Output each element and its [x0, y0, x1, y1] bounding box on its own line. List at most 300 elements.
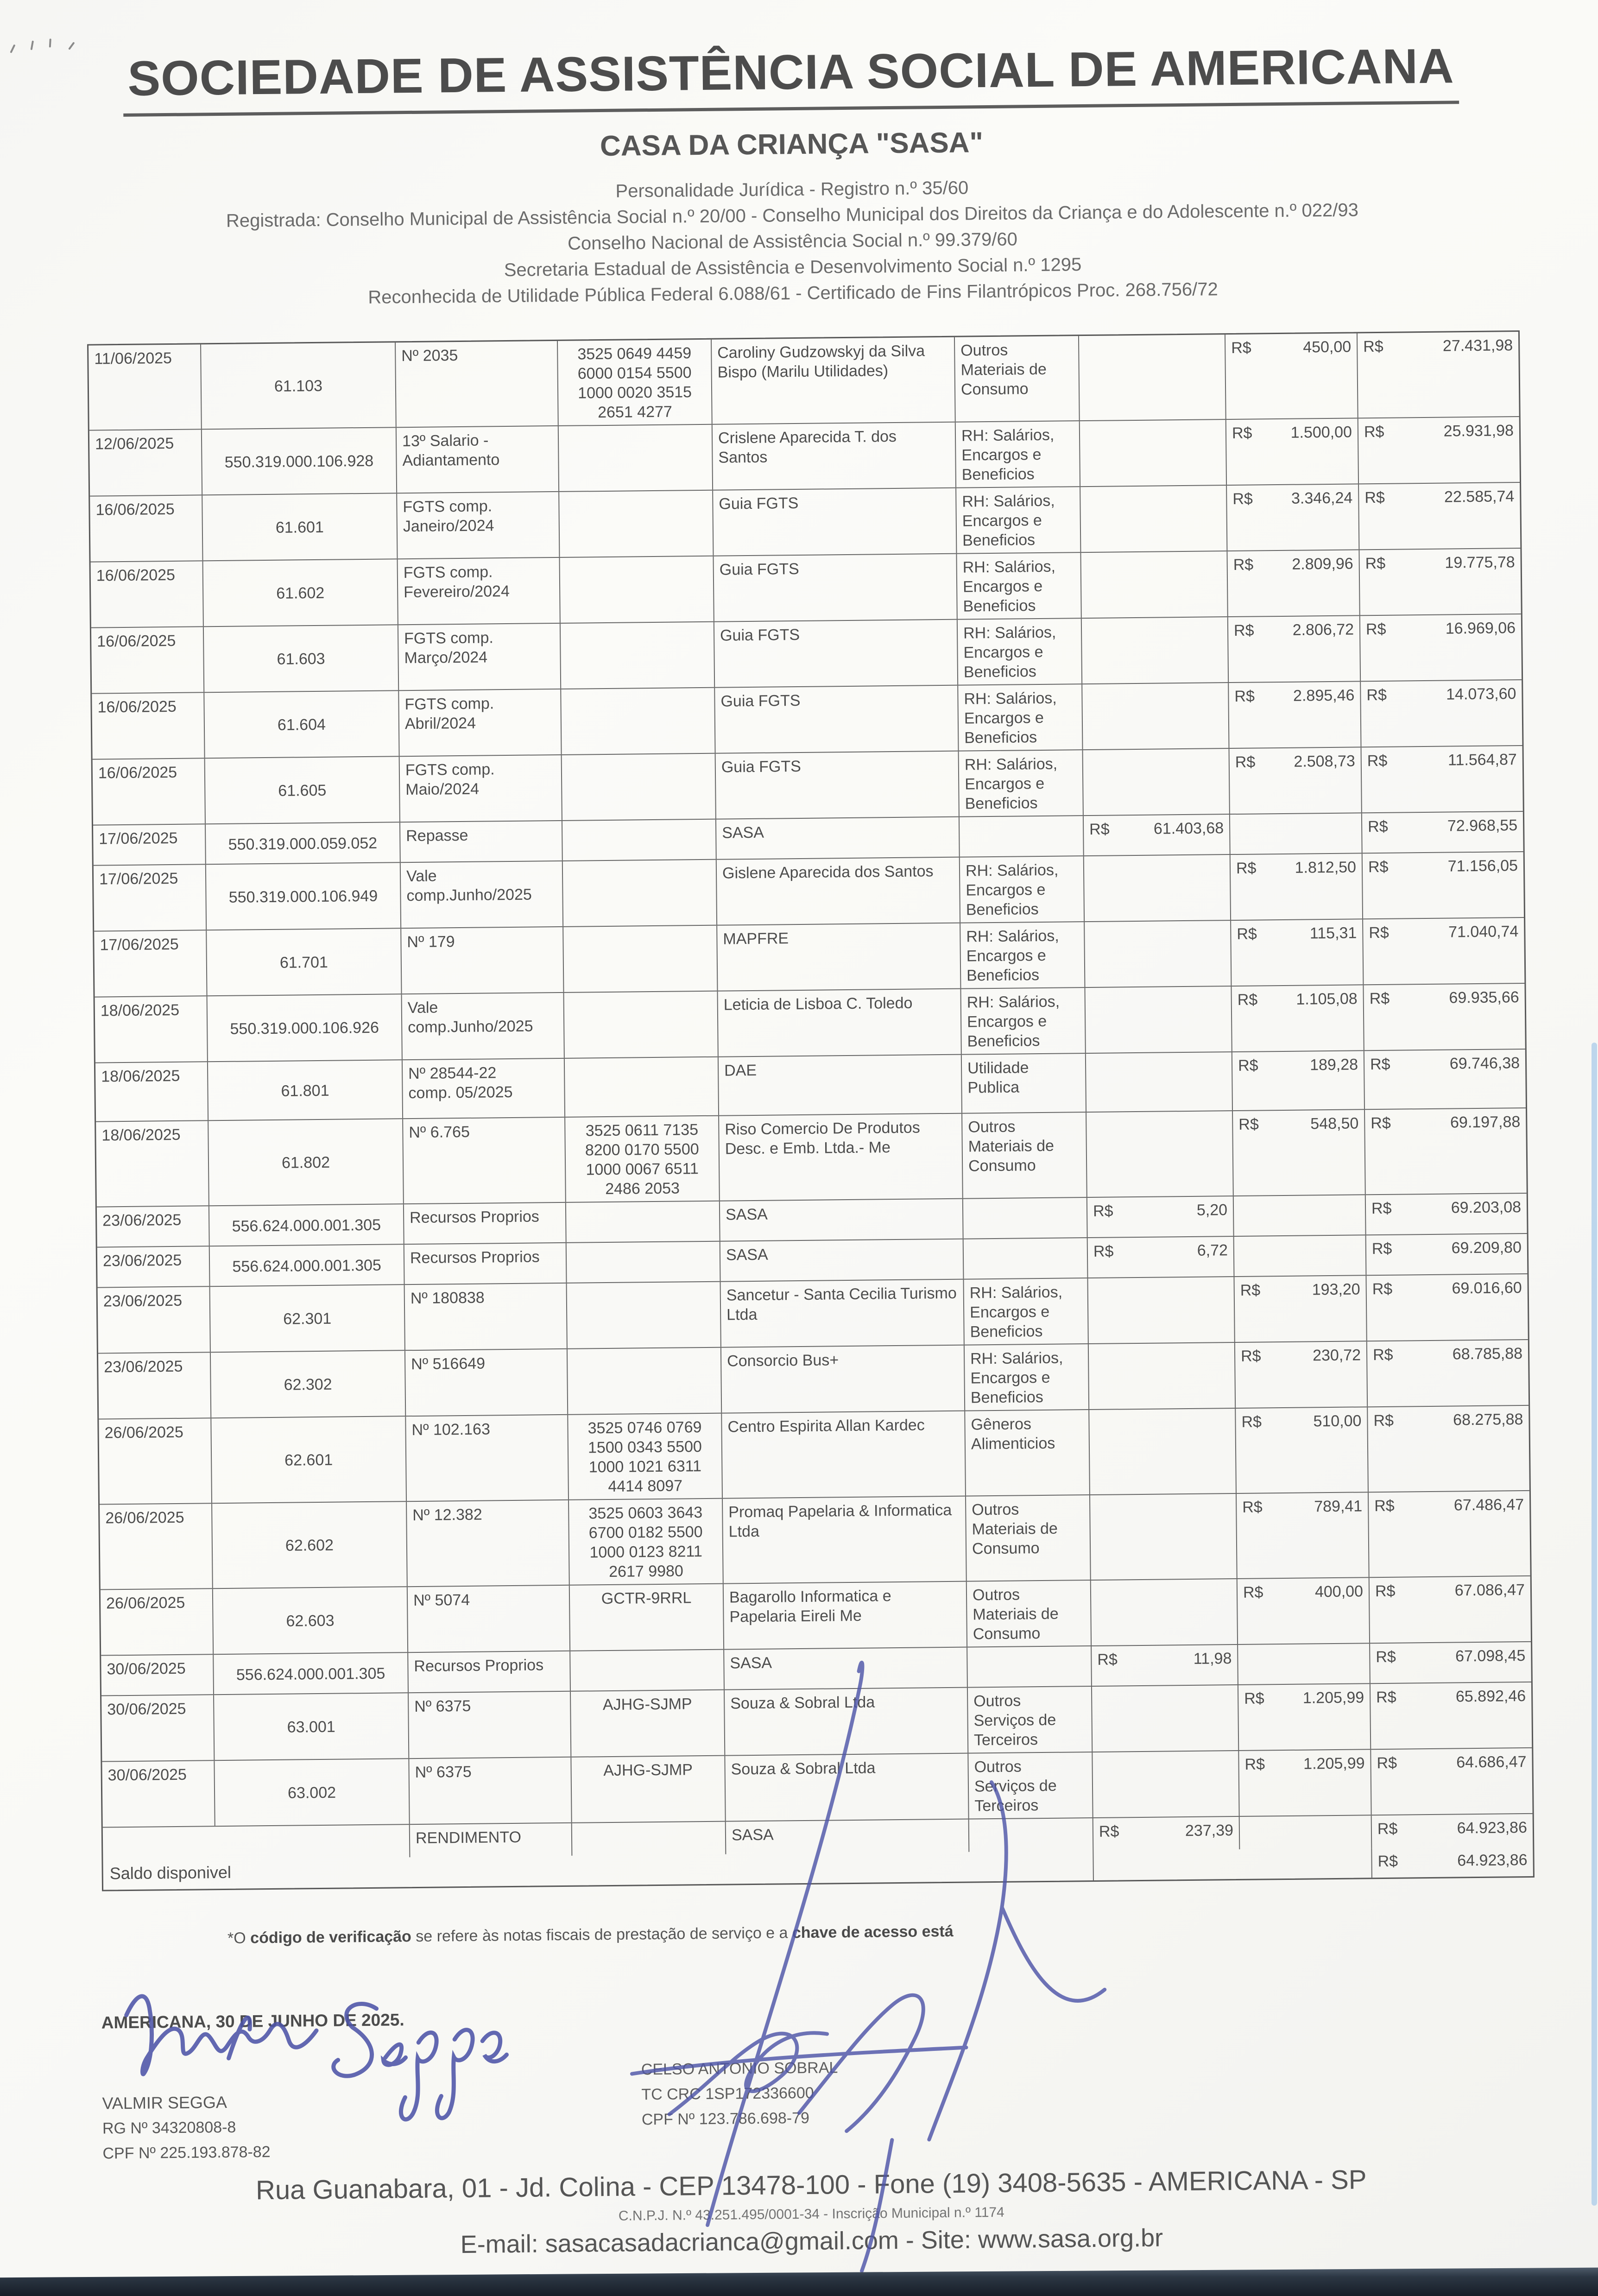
- cell-date: 17/06/2025: [94, 930, 207, 996]
- cell-debit: [1228, 616, 1361, 682]
- cell-verification-code: 3525 0649 4459 6000 0154 5500 1000 0020 3515 2651 4277: [558, 340, 713, 425]
- cell-verification-code: GCTR-9RRL: [570, 1584, 724, 1651]
- table-row: [96, 1108, 1527, 1208]
- currency-symbol: R$: [1375, 1582, 1396, 1600]
- cell-verification-code: [561, 622, 715, 689]
- cell-verification-code: [559, 425, 713, 491]
- cell-description: Vale comp.Junho/2025: [401, 861, 563, 928]
- cell-balance: [1371, 1682, 1532, 1749]
- cell-credit: [1081, 551, 1228, 618]
- cell-category: [969, 1818, 1094, 1852]
- currency-symbol: R$: [1238, 1115, 1259, 1133]
- cell-account: 61.603: [204, 625, 399, 692]
- cell-date: 16/06/2025: [91, 561, 204, 627]
- debit-value: 2.895,46: [1293, 686, 1355, 705]
- currency-symbol: R$: [1369, 989, 1390, 1008]
- debit-value: 193,20: [1312, 1280, 1360, 1299]
- cell-debit: [1237, 1493, 1370, 1578]
- cell-date: 16/06/2025: [93, 759, 206, 824]
- cell-verification-code: [560, 557, 714, 623]
- cell-credit: [1086, 1052, 1233, 1112]
- cell-date: 23/06/2025: [97, 1246, 210, 1287]
- saldo-label: Saldo disponivel: [103, 1851, 1094, 1890]
- cell-payee: Bagarollo Informatica e Papelaria Eireli Me: [724, 1582, 967, 1649]
- cell-debit: [1231, 919, 1364, 986]
- cell-verification-code: [567, 1282, 721, 1348]
- cell-balance: [1372, 1814, 1533, 1848]
- balance-value: 69.746,38: [1449, 1054, 1520, 1073]
- cell-credit: [1091, 1579, 1238, 1645]
- credit-value: 6,72: [1197, 1241, 1228, 1259]
- currency-symbol: R$: [1367, 752, 1388, 770]
- debit-value: 1.205,99: [1303, 1754, 1365, 1773]
- cell-category: Outros Materiais de Consumo: [955, 336, 1080, 422]
- cell-payee: DAE: [719, 1055, 962, 1115]
- org-credentials: [0, 169, 1592, 314]
- cell-payee: SASA: [720, 1240, 964, 1281]
- cell-debit: [1234, 1195, 1366, 1236]
- cell-verification-code: [566, 1202, 720, 1242]
- currency-symbol: R$: [1241, 1413, 1262, 1431]
- cell-balance: [1370, 1642, 1531, 1683]
- currency-symbol: R$: [1371, 1199, 1392, 1218]
- signer-right-crc: TC CRC 1SP172336600: [641, 2084, 814, 2104]
- cell-debit: [1238, 1684, 1371, 1750]
- cell-payee: Caroliny Gudzowskyj da Silva Bispo (Marilu Utilidades): [712, 337, 956, 424]
- balance-value: 65.892,46: [1455, 1687, 1526, 1706]
- cell-account: 61.103: [201, 342, 397, 429]
- cell-account: 61.802: [208, 1119, 404, 1205]
- cell-date: 16/06/2025: [92, 693, 205, 759]
- cell-credit: [1089, 1409, 1237, 1494]
- currency-symbol: R$: [1365, 554, 1386, 573]
- cell-description: FGTS comp. Abril/2024: [399, 689, 562, 756]
- footer-address: Rua Guanabara, 01 - Jd. Colina - CEP 13478-100 - Fone (19) 3408-5635 - AMERICANA - SP: [255, 2164, 1367, 2206]
- cell-credit: [1087, 1196, 1234, 1237]
- cell-account: 61.605: [205, 757, 400, 823]
- org-name-title: SOCIEDADE DE ASSISTÊNCIA SOCIAL DE AMERICANA: [123, 38, 1459, 117]
- cell-balance: [1371, 1748, 1532, 1815]
- footnote-bold-tail: chave de acesso está: [792, 1922, 954, 1942]
- saldo-balance-cell: [1372, 1847, 1533, 1878]
- cell-payee: MAPFRE: [717, 923, 961, 991]
- cell-date: 30/06/2025: [101, 1655, 214, 1695]
- cell-description: Nº 5074: [408, 1586, 570, 1652]
- debit-value: 189,28: [1309, 1056, 1358, 1074]
- cell-date: 23/06/2025: [98, 1353, 211, 1418]
- cell-credit: [1085, 987, 1232, 1053]
- cell-description: RENDIMENTO: [410, 1823, 573, 1857]
- cell-category: RH: Salários, Encargos e Beneficios: [959, 750, 1084, 816]
- debit-value: 1.500,00: [1290, 423, 1352, 442]
- cell-description: FGTS comp. Fevereiro/2024: [398, 558, 561, 624]
- cell-category: RH: Salários, Encargos e Beneficios: [956, 487, 1081, 553]
- footer-cnpj-line: C.N.P.J. N.º 43.251.495/0001-34 - Inscrição Municipal n.º 1174: [618, 2204, 1004, 2224]
- currency-symbol: R$: [1371, 1240, 1392, 1258]
- debit-value: 2.508,73: [1294, 752, 1355, 771]
- signer-left-name: VALMIR SEGGA: [102, 2092, 227, 2113]
- credit-value: 5,20: [1196, 1201, 1228, 1219]
- currency-symbol: R$: [1237, 925, 1257, 943]
- cell-credit: [1082, 617, 1229, 683]
- debit-value: 510,00: [1313, 1412, 1362, 1430]
- currency-symbol: R$: [1233, 556, 1254, 574]
- cell-balance: [1363, 852, 1524, 918]
- cell-description: FGTS comp. Maio/2024: [400, 755, 562, 822]
- cell-balance: [1369, 1491, 1530, 1577]
- currency-symbol: R$: [1232, 424, 1252, 442]
- balance-value: 25.931,98: [1443, 422, 1514, 440]
- signer-right-block: [641, 2055, 839, 2132]
- currency-symbol: R$: [1237, 991, 1258, 1009]
- cell-category: RH: Salários, Encargos e Beneficios: [956, 421, 1080, 487]
- cell-category: [967, 1646, 1092, 1687]
- balance-value: 68.275,88: [1453, 1410, 1523, 1429]
- cell-payee: Guia FGTS: [713, 488, 957, 556]
- debit-value: 2.809,96: [1292, 555, 1353, 573]
- cell-debit: [1234, 1235, 1367, 1276]
- cell-category: Utilidade Publica: [962, 1054, 1086, 1113]
- cell-date: 23/06/2025: [98, 1287, 211, 1353]
- currency-symbol: R$: [1232, 490, 1253, 508]
- cell-account: 550.319.000.106.926: [208, 994, 403, 1061]
- cell-account: 550.319.000.059.052: [206, 822, 401, 864]
- cell-category: Outros Materiais de Consumo: [962, 1113, 1087, 1198]
- cell-account: 550.319.000.106.928: [202, 428, 397, 494]
- debit-value: 1.205,99: [1302, 1689, 1364, 1707]
- currency-symbol: R$: [1099, 1822, 1119, 1841]
- currency-symbol: R$: [1377, 1820, 1398, 1838]
- cell-debit: [1232, 1051, 1365, 1110]
- debit-value: 230,72: [1312, 1346, 1361, 1365]
- cell-category: Outros Serviços de Terceiros: [968, 1752, 1093, 1819]
- cell-date: 26/06/2025: [100, 1504, 213, 1589]
- cell-credit: [1092, 1685, 1239, 1752]
- cell-balance: [1361, 680, 1522, 746]
- cell-payee: SASA: [724, 1648, 968, 1689]
- currency-symbol: R$: [1244, 1755, 1265, 1773]
- currency-symbol: R$: [1371, 1114, 1391, 1132]
- credential-line: Personalidade Jurídica - Registro n.º 35/60: [615, 177, 969, 202]
- cell-date: 26/06/2025: [99, 1418, 212, 1504]
- cell-account: 556.624.000.001.305: [210, 1245, 405, 1286]
- cell-category: RH: Salários, Encargos e Beneficios: [957, 553, 1081, 619]
- cell-payee: Guia FGTS: [714, 620, 958, 687]
- cell-balance: [1359, 549, 1521, 615]
- cell-debit: [1230, 813, 1363, 854]
- cell-verification-code: [568, 1348, 722, 1414]
- cell-description: Nº 102.163: [406, 1415, 569, 1501]
- cell-category: RH: Salários, Encargos e Beneficios: [958, 619, 1082, 685]
- closing-dateline: AMERICANA, 30 DE JUNHO DE 2025.: [101, 2010, 404, 2032]
- cell-balance: [1360, 614, 1522, 681]
- currency-symbol: R$: [1235, 753, 1256, 771]
- cell-balance: [1362, 812, 1523, 853]
- cell-date: 18/06/2025: [95, 1062, 208, 1121]
- currency-symbol: R$: [1367, 817, 1388, 836]
- cell-debit: [1227, 484, 1359, 550]
- currency-symbol: R$: [1368, 858, 1389, 876]
- currency-symbol: R$: [1372, 1280, 1393, 1298]
- cell-credit: [1093, 1751, 1239, 1817]
- currency-symbol: R$: [1238, 1056, 1258, 1075]
- cell-category: Outros Serviços de Terceiros: [968, 1687, 1093, 1753]
- cell-payee: Consorcio Bus+: [721, 1346, 965, 1413]
- table-row: [100, 1491, 1530, 1590]
- balance-value: 27.431,98: [1442, 336, 1513, 355]
- cell-description: Nº 6375: [409, 1692, 571, 1758]
- cell-category: RH: Salários, Encargos e Beneficios: [960, 922, 1085, 988]
- cell-credit: [1085, 921, 1232, 987]
- cell-date: 18/06/2025: [96, 1121, 209, 1206]
- stray-pen-marks: [11, 39, 74, 52]
- cell-verification-code: [562, 820, 717, 860]
- credit-value: 237,39: [1185, 1822, 1234, 1840]
- currency-symbol: R$: [1234, 687, 1255, 705]
- balance-value: 68.785,88: [1452, 1345, 1523, 1363]
- cell-credit: [1093, 1817, 1240, 1851]
- cell-debit: [1225, 333, 1358, 419]
- credential-line: Secretaria Estadual de Assistência e Desenvolvimento Social n.º 1295: [504, 254, 1082, 281]
- cell-payee: Centro Espirita Allan Kardec: [722, 1411, 966, 1498]
- cell-category: RH: Salários, Encargos e Beneficios: [965, 1344, 1089, 1410]
- footer-contact-line: E-mail: sasacasadacrianca@gmail.com - Site: www.sasa.org.br: [460, 2224, 1163, 2259]
- cell-description: Nº 6375: [409, 1758, 572, 1824]
- cell-account: 62.302: [211, 1351, 406, 1417]
- cell-credit: [1088, 1277, 1235, 1343]
- table-row: [88, 332, 1519, 431]
- ledger-table: [87, 330, 1535, 1891]
- cell-account: 61.801: [208, 1060, 403, 1120]
- cell-verification-code: 3525 0746 0769 1500 0343 5500 1000 1021 6311 4414 8097: [568, 1414, 723, 1499]
- cell-date: 12/06/2025: [89, 430, 202, 495]
- cell-balance: [1358, 417, 1520, 483]
- cell-credit: [1080, 486, 1227, 552]
- cell-date: [103, 1825, 411, 1860]
- currency-symbol: R$: [1097, 1651, 1118, 1669]
- balance-value: 19.775,78: [1445, 553, 1515, 572]
- cell-category: [963, 1198, 1088, 1239]
- currency-symbol: R$: [1240, 1281, 1261, 1299]
- currency-symbol: R$: [1364, 488, 1385, 507]
- cell-payee: Gislene Aparecida dos Santos: [717, 858, 960, 925]
- debit-value: 1.105,08: [1296, 990, 1358, 1008]
- debit-value: 450,00: [1303, 338, 1352, 356]
- cell-account: 62.601: [211, 1417, 407, 1503]
- verification-footnote: [227, 1917, 1502, 1948]
- cell-payee: SASA: [716, 817, 960, 859]
- cell-balance: [1364, 984, 1525, 1050]
- scan-edge-strip: [1592, 1043, 1597, 2206]
- signer-left-rg: RG Nº 34320808-8: [102, 2118, 236, 2138]
- cell-verification-code: [561, 688, 715, 754]
- cell-description: Nº 12.382: [407, 1500, 570, 1586]
- cell-debit: [1238, 1578, 1370, 1644]
- debit-value: 400,00: [1314, 1582, 1364, 1601]
- currency-symbol: R$: [1089, 820, 1110, 838]
- balance-value: 22.585,74: [1444, 487, 1515, 506]
- balance-value: 69.935,66: [1449, 988, 1519, 1007]
- cell-debit: [1230, 747, 1362, 814]
- cell-debit: [1240, 1815, 1372, 1849]
- cell-balance: [1358, 332, 1519, 417]
- document-header: [0, 37, 1592, 314]
- cell-category: [960, 816, 1084, 857]
- cell-description: Repasse: [400, 821, 563, 862]
- cell-date: 16/06/2025: [91, 627, 204, 693]
- cell-date: 16/06/2025: [90, 495, 203, 561]
- signer-right-cpf: CPF Nº 123.786.698-79: [641, 2109, 810, 2129]
- cell-category: Outros Materiais de Consumo: [966, 1495, 1091, 1581]
- cell-balance: [1368, 1406, 1529, 1492]
- balance-value: 69.203,08: [1451, 1198, 1522, 1217]
- cell-credit: [1092, 1645, 1238, 1686]
- credential-line: Registrada: Conselho Municipal de Assistência Social n.º 20/00 - Conselho Municipal dos Direitos da Criança e do Adolescente n.º 022/93: [226, 200, 1359, 231]
- currency-symbol: R$: [1376, 1688, 1396, 1707]
- currency-symbol: R$: [1093, 1242, 1114, 1260]
- cell-account: 556.624.000.001.305: [209, 1204, 404, 1246]
- debit-value: 3.346,24: [1291, 489, 1353, 507]
- cell-description: 13º Salario - Adiantamento: [397, 426, 559, 493]
- balance-value: 71.040,74: [1448, 923, 1519, 941]
- cell-payee: SASA: [726, 1820, 970, 1854]
- balance-value: 71.156,05: [1447, 857, 1518, 875]
- cell-debit: [1227, 550, 1360, 616]
- currency-symbol: R$: [1240, 1347, 1261, 1365]
- cell-account: 61.604: [204, 691, 399, 758]
- currency-symbol: R$: [1373, 1411, 1394, 1430]
- cell-account: 62.603: [213, 1587, 408, 1654]
- signer-left-block: [102, 2089, 271, 2166]
- debit-value: 1.812,50: [1295, 858, 1357, 877]
- balance-value: 67.486,47: [1453, 1496, 1524, 1514]
- cell-description: Vale comp.Junho/2025: [402, 993, 565, 1059]
- cell-description: Nº 6.765: [403, 1118, 566, 1203]
- cell-credit: [1079, 335, 1226, 420]
- currency-symbol: R$: [1365, 620, 1386, 639]
- cell-verification-code: [564, 992, 719, 1058]
- ledger-body: [88, 332, 1533, 1860]
- cell-credit: [1086, 1111, 1234, 1197]
- cell-category: RH: Salários, Encargos e Beneficios: [964, 1278, 1089, 1345]
- credential-line: Reconhecida de Utilidade Pública Federal 6.088/61 - Certificado de Fins Filantrópicos Proc. 268.756/72: [368, 279, 1218, 308]
- currency-symbol: R$: [1233, 621, 1254, 639]
- currency-symbol: R$: [1364, 423, 1384, 441]
- cell-debit: [1235, 1341, 1368, 1408]
- cell-category: [964, 1238, 1088, 1279]
- saldo-empty-cell: [1093, 1848, 1372, 1880]
- cell-date: 23/06/2025: [97, 1206, 210, 1246]
- currency-symbol: R$: [1376, 1648, 1396, 1666]
- cell-payee: Guia FGTS: [714, 554, 957, 621]
- cell-account: 61.601: [202, 493, 398, 560]
- debit-value: 548,50: [1310, 1114, 1359, 1133]
- cell-payee: Guia FGTS: [715, 686, 959, 753]
- currency-symbol: R$: [1363, 337, 1383, 356]
- cell-payee: Crislene Aparecida T. dos Santos: [713, 423, 956, 490]
- credit-value: 61.403,68: [1153, 819, 1224, 838]
- currency-symbol: R$: [1372, 1346, 1393, 1364]
- cell-description: FGTS comp. Março/2024: [398, 624, 561, 690]
- cell-account: 61.701: [207, 929, 402, 995]
- cell-description: Recursos Proprios: [404, 1203, 567, 1244]
- cell-verification-code: [559, 491, 714, 557]
- balance-value: 14.073,60: [1446, 685, 1516, 703]
- signer-left-cpf: CPF Nº 225.193.878-82: [102, 2143, 271, 2163]
- cell-balance: [1359, 483, 1520, 549]
- saldo-value: 64.923,86: [1457, 1851, 1528, 1870]
- currency-symbol: R$: [1231, 339, 1251, 357]
- cell-category: Outros Materiais de Consumo: [967, 1581, 1092, 1647]
- cell-category: RH: Salários, Encargos e Beneficios: [960, 856, 1085, 923]
- cell-payee: Guia FGTS: [716, 752, 960, 819]
- cell-verification-code: AJHG-SJMP: [571, 1690, 725, 1757]
- cell-description: FGTS comp. Janeiro/2024: [397, 492, 560, 558]
- cell-category: RH: Salários, Encargos e Beneficios: [961, 988, 1086, 1054]
- cell-balance: [1367, 1340, 1529, 1406]
- cell-date: 17/06/2025: [93, 824, 206, 865]
- cell-date: 18/06/2025: [95, 996, 208, 1062]
- cell-description: Nº 516649: [405, 1349, 568, 1416]
- currency-symbol: R$: [1374, 1497, 1395, 1515]
- currency-symbol: R$: [1244, 1689, 1264, 1708]
- balance-value: 67.098,45: [1455, 1647, 1526, 1665]
- cell-verification-code: [562, 754, 716, 820]
- cell-debit: [1226, 418, 1359, 485]
- cell-date: 30/06/2025: [102, 1761, 215, 1827]
- currency-symbol: R$: [1236, 859, 1257, 877]
- cell-verification-code: 3525 0603 3643 6700 0182 5500 1000 0123 8211 2617 9980: [569, 1499, 724, 1585]
- cell-verification-code: [572, 1822, 726, 1856]
- footnote-middle: se refere às notas fiscais de prestação de serviço e a: [411, 1924, 793, 1946]
- currency-symbol: R$: [1242, 1498, 1263, 1516]
- cell-balance: [1366, 1194, 1527, 1234]
- signer-right-name: CELSO ANTONIO SOBRAL: [641, 2059, 838, 2079]
- cell-verification-code: [567, 1242, 721, 1283]
- balance-value: 69.197,88: [1450, 1113, 1521, 1132]
- cell-credit: [1088, 1237, 1235, 1278]
- credit-value: 11,98: [1193, 1650, 1232, 1668]
- cell-verification-code: [563, 926, 718, 992]
- cell-description: Nº 180838: [405, 1284, 568, 1350]
- currency-symbol: R$: [1370, 1055, 1390, 1074]
- balance-value: 64.923,86: [1457, 1819, 1528, 1837]
- balance-value: 72.968,55: [1447, 816, 1518, 835]
- cell-account: 62.602: [212, 1502, 408, 1588]
- cell-description: Nº 179: [401, 927, 564, 993]
- cell-debit: [1238, 1644, 1371, 1684]
- cell-account: 63.001: [214, 1693, 409, 1760]
- cell-description: Nº 2035: [396, 341, 559, 427]
- cell-balance: [1370, 1576, 1531, 1643]
- cell-verification-code: [570, 1650, 725, 1691]
- footnote-bold-lead: código de verificação: [250, 1928, 412, 1947]
- currency-symbol: R$: [1377, 1754, 1397, 1772]
- cell-debit: [1234, 1276, 1367, 1342]
- credential-line: Conselho Nacional de Assistência Social n.º 99.379/60: [567, 229, 1018, 254]
- balance-value: 16.969,06: [1445, 619, 1516, 638]
- cell-balance: [1365, 1108, 1527, 1194]
- cell-date: 11/06/2025: [88, 344, 202, 430]
- cell-debit: [1231, 854, 1363, 920]
- cell-credit: [1090, 1494, 1238, 1580]
- cell-date: 30/06/2025: [101, 1695, 215, 1761]
- cell-credit: [1084, 855, 1231, 921]
- cell-balance: [1364, 1050, 1526, 1109]
- debit-value: 2.806,72: [1292, 620, 1354, 639]
- footnote-marker: *O: [227, 1929, 251, 1947]
- cell-verification-code: [563, 860, 717, 926]
